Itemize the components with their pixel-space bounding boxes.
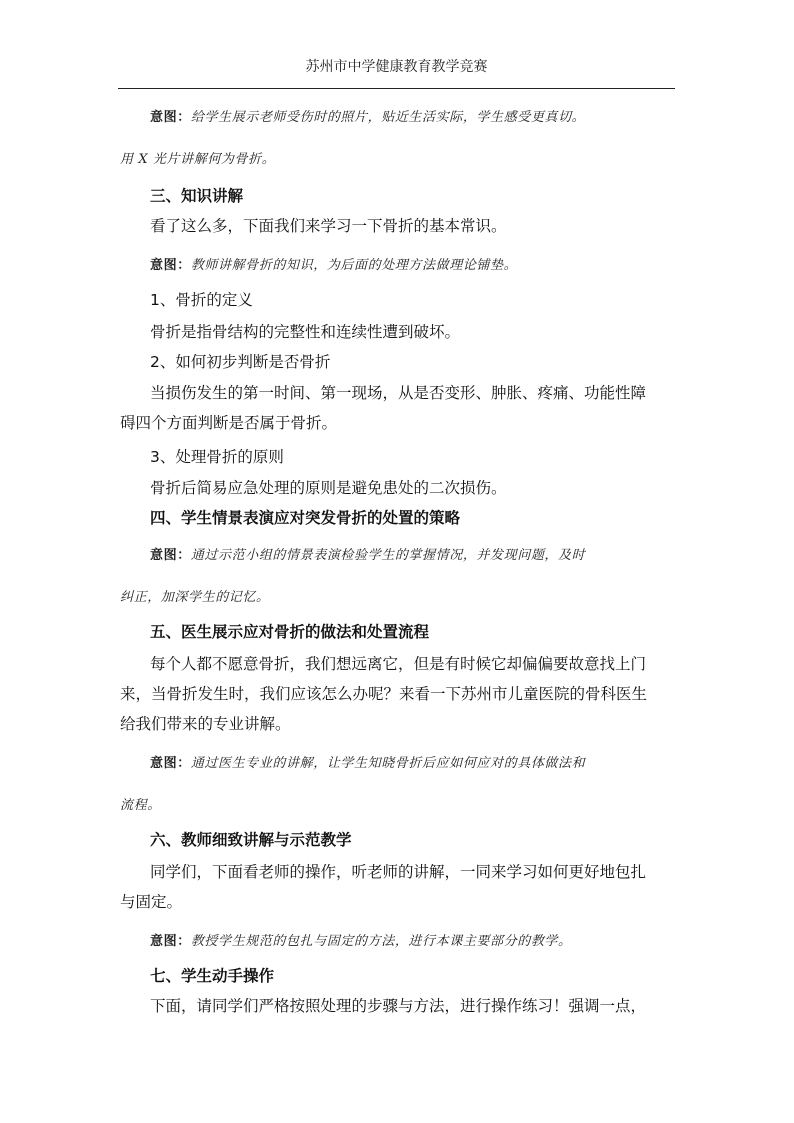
paragraph-line: 下面，请同学们严格按照处理的步骤与方法，进行操作练习！强调一点， [150, 997, 647, 1015]
paragraph-line: 3、处理骨折的原则 [150, 448, 284, 466]
paragraph-line: 2、如何初步判断是否骨折 [150, 353, 331, 371]
intent-label: 意图： [150, 756, 191, 771]
page-header: 苏州市中学健康教育教学竞赛 [305, 59, 488, 75]
paragraph-line: 碍四个方面判断是否属于骨折。 [120, 414, 338, 432]
section-heading: 三、知识讲解 [150, 187, 244, 205]
intent-text: 教师讲解骨折的知识，为后面的处理方法做理论铺垫。 [190, 258, 518, 273]
intent-note-continuation: 用 X 光片讲解何为骨折。 [120, 152, 276, 167]
intent-note [150, 546, 585, 566]
section-heading: 四、学生情景表演应对突发骨折的处置的策略 [150, 509, 461, 527]
intent-label: 意图： [150, 110, 191, 125]
intent-label: 意图： [150, 934, 191, 949]
section-heading: 七、学生动手操作 [150, 967, 275, 985]
header-divider [118, 88, 675, 89]
intent-note [150, 754, 585, 774]
intent-note [150, 108, 585, 128]
paragraph-line: 给我们带来的专业讲解。 [120, 715, 291, 733]
section-heading: 五、医生展示应对骨折的做法和处置流程 [150, 623, 430, 641]
intent-note [150, 932, 572, 952]
paragraph-line: 与固定。 [120, 893, 183, 911]
paragraph-line: 同学们，下面看老师的操作，听老师的讲解，一同来学习如何更好地包扎 [150, 863, 647, 881]
intent-text: 通过示范小组的情景表演检验学生的掌握情况，并发现问题，及时 [190, 548, 586, 563]
intent-text: 教授学生规范的包扎与固定的方法，进行本课主要部分的教学。 [190, 934, 572, 949]
intent-note-continuation: 流程。 [120, 798, 161, 813]
paragraph-line: 当损伤发生的第一时间、第一现场，从是否变形、肿胀、疼痛、功能性障 [150, 384, 647, 402]
section-heading: 六、教师细致讲解与示范教学 [150, 831, 352, 849]
intent-text: 通过医生专业的讲解，让学生知晓骨折后应如何应对的具体做法和 [190, 756, 586, 771]
paragraph-line: 1、骨折的定义 [150, 291, 253, 309]
intent-label: 意图： [150, 548, 191, 563]
paragraph-line: 每个人都不愿意骨折，我们想远离它，但是有时候它却偏偏要故意找上门 [150, 655, 647, 673]
paragraph-line: 来，当骨折发生时，我们应该怎么办呢？来看一下苏州市儿童医院的骨科医生 [120, 685, 648, 703]
paragraph-line: 看了这么多，下面我们来学习一下骨折的基本常识。 [150, 217, 507, 235]
paragraph-line: 骨折是指骨结构的完整性和连续性遭到破坏。 [150, 323, 461, 341]
paragraph-line: 骨折后简易应急处理的原则是避免患处的二次损伤。 [150, 479, 507, 497]
intent-label: 意图： [150, 258, 191, 273]
intent-note [150, 256, 517, 276]
intent-note-continuation: 纠正，加深学生的记忆。 [120, 590, 270, 605]
intent-text: 给学生展示老师受伤时的照片，贴近生活实际，学生感受更真切。 [190, 110, 586, 125]
